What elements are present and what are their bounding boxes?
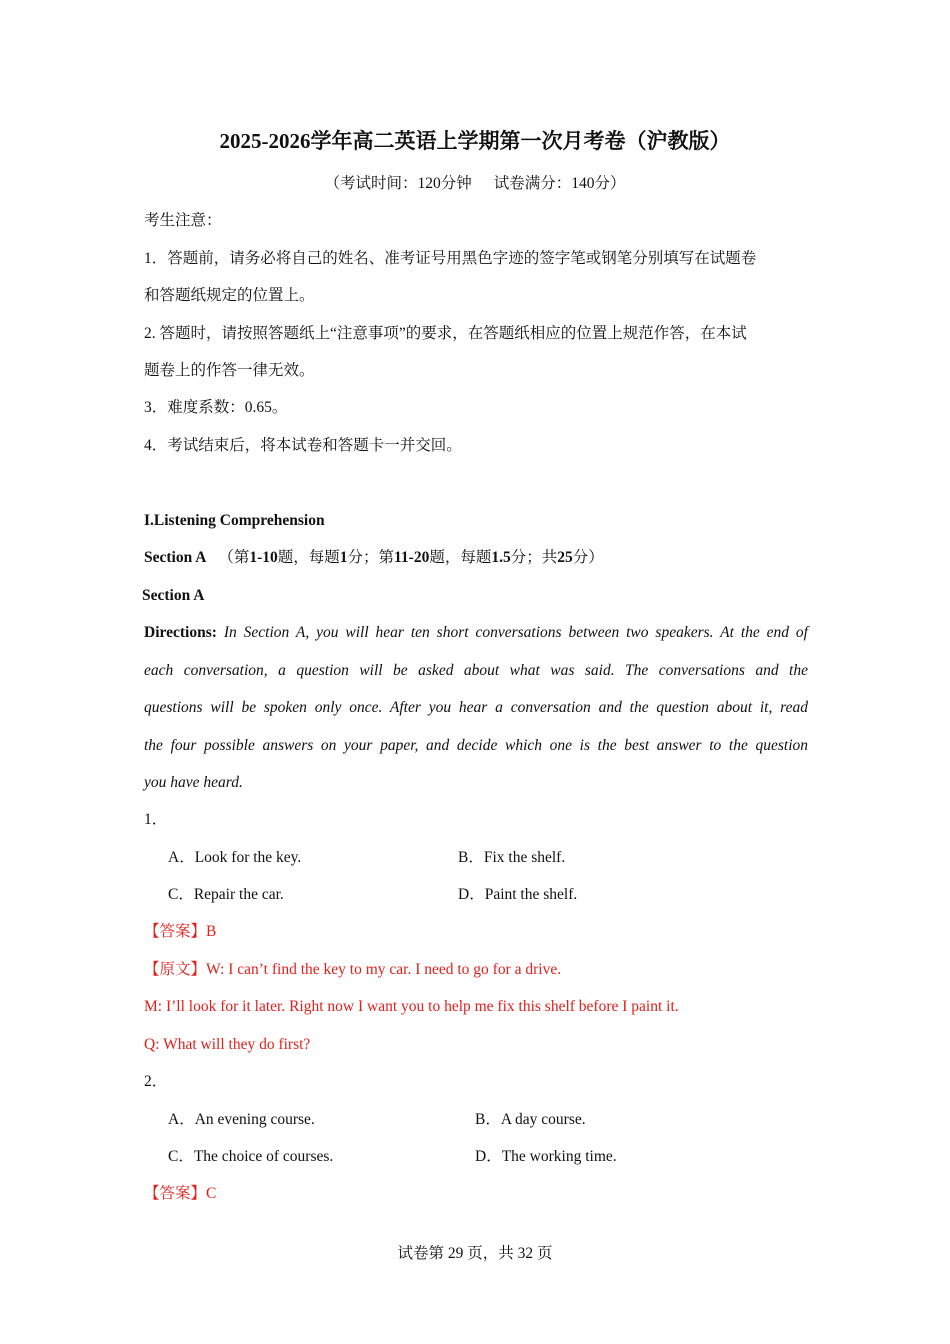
directions-line-1 (144, 623, 808, 643)
scoring-text: 分；共 (510, 549, 558, 566)
answer-label: 【答案】 (144, 1185, 207, 1202)
answer-value: C (206, 1185, 217, 1202)
scoring-points-1: 1 (339, 549, 348, 566)
directions-line-2: each conversation, a question will be asked about what was said. The conversations and the (144, 662, 808, 679)
notice-item-2: 2. 答题时，请按照答题纸上“注意事项”的要求，在答题纸相应的位置上规范作答，在本试 (144, 325, 747, 342)
notice-item-2-cont: 题卷上的作答一律无效。 (144, 362, 315, 379)
notice-item-1: 1．答题前，请务必将自己的姓名、准考证号用黑色字迹的签字笔或钢笔分别填写在试题卷 (144, 250, 757, 267)
question-1-answer (144, 922, 216, 942)
scoring-text: 题，每题 (277, 549, 340, 566)
notice-item-3: 3．难度系数：0.65。 (144, 399, 288, 416)
question-1-number: 1． (144, 811, 168, 828)
question-1-transcript-2: M: I’ll look for it later. Right now I want you to help me fix this shelf before I paint it. (144, 998, 679, 1015)
directions-line-5: you have heard. (144, 774, 243, 791)
scoring-text: 分） (572, 549, 604, 566)
answer-value: B (206, 923, 217, 940)
question-2-option-c: C．The choice of courses. (168, 1148, 334, 1165)
question-2-option-b: B．A day course. (475, 1111, 586, 1128)
notice-heading: 考生注意： (144, 212, 222, 229)
section-scoring (144, 548, 604, 568)
question-1-option-a: A．Look for the key. (168, 849, 302, 866)
question-2-answer (144, 1184, 216, 1204)
question-2-number: 2． (144, 1073, 168, 1090)
page-footer: 试卷第 29 页，共 32 页 (397, 1245, 553, 1262)
scoring-text: 分；第 (347, 549, 395, 566)
transcript-text: W: I can’t find the key to my car. I need to go for a drive. (206, 961, 562, 978)
question-1-transcript-3: Q: What will they do first? (144, 1036, 311, 1053)
part-heading: I.Listening Comprehension (144, 512, 325, 529)
answer-label: 【答案】 (144, 923, 207, 940)
transcript-label: 【原文】 (144, 961, 207, 978)
question-1-transcript-1 (144, 960, 561, 980)
section-label-repeat: Section A (142, 587, 205, 604)
notice-item-1-cont: 和答题纸规定的位置上。 (144, 287, 315, 304)
question-2-option-d: D．The working time. (475, 1148, 617, 1165)
scoring-range-2: 11-20 (394, 549, 430, 566)
directions-line-3: questions will be spoken only once. After you hear a conversation and the question about it, read (144, 699, 808, 716)
notice-item-4: 4．考试结束后，将本试卷和答题卡一并交回。 (144, 437, 462, 454)
question-2-option-a: A．An evening course. (168, 1111, 315, 1128)
exam-time: （考试时间：120分钟 (324, 175, 472, 192)
exam-title: 2025-2026学年高二英语上学期第一次月考卷（沪教版） (219, 129, 731, 153)
directions-line-4: the four possible answers on your paper, and decide which one is the best answer to the question (144, 737, 808, 754)
exam-info (0, 174, 950, 194)
question-1-option-b: B．Fix the shelf. (458, 849, 566, 866)
directions-text: In Section A, you will hear ten short conversations between two speakers. At the end of (223, 624, 808, 641)
question-1-option-c: C．Repair the car. (168, 886, 284, 903)
scoring-text: 题，每题 (429, 549, 492, 566)
scoring-total: 25 (557, 549, 573, 566)
question-1-option-d: D．Paint the shelf. (458, 886, 578, 903)
scoring-text: （第 (218, 549, 250, 566)
directions-label: Directions: (144, 624, 217, 641)
scoring-points-2: 1.5 (491, 549, 511, 566)
section-label: Section A (144, 549, 207, 566)
exam-full-score: 试卷满分：140分） (493, 175, 626, 192)
scoring-range-1: 1-10 (249, 549, 278, 566)
